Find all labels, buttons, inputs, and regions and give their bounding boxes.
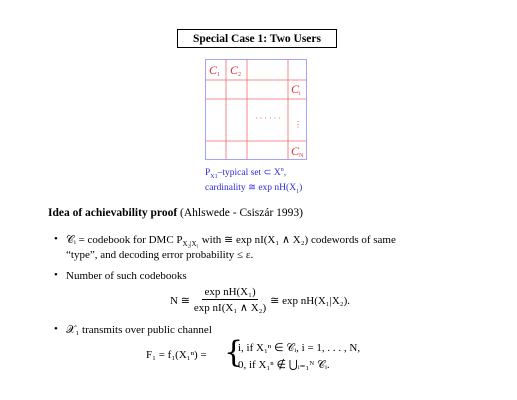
bullet-1-line-2: “type”, and decoding error probability ≤ ε.: [66, 249, 254, 261]
cases-brace: {: [224, 335, 244, 370]
codebook-subscript-N: N: [299, 153, 304, 159]
codebook-label-N: C: [291, 144, 300, 158]
codebook-subscript-i: i: [299, 91, 301, 97]
slide-title: [177, 29, 337, 48]
codebook-grid-diagram: [205, 59, 307, 160]
codebook-label-2: C: [230, 63, 239, 77]
slide-title-text: Special Case 1: Two Users: [193, 32, 321, 45]
case-2: 0, if X₁ⁿ ∉ ⋃ᵢ₌₁ᴺ 𝒞ᵢ.: [238, 359, 330, 371]
equation-rhs: ≅ exp nH(X₁|X₂).: [270, 294, 351, 307]
codebook-label-i: C: [291, 82, 300, 96]
bullet-2-text: Number of such codebooks: [66, 270, 187, 282]
bullet-marker: •: [54, 323, 58, 335]
typical-set-caption: [205, 165, 302, 198]
fraction-denominator: exp nI(X₁ ∧ X₂): [193, 302, 267, 314]
codebook-subscript-2: 2: [238, 72, 241, 78]
equation-lhs: N ≅: [170, 294, 190, 307]
case-1: i, if X₁ⁿ ∈ 𝒞ᵢ, i = 1, . . . , N,: [238, 342, 361, 354]
codebook-label-1: C: [209, 63, 218, 77]
bullet-marker: •: [54, 233, 58, 245]
bullet-marker: •: [54, 269, 58, 281]
fraction: [194, 286, 266, 314]
section-heading: [48, 207, 303, 219]
typical-set-line-2: cardinality ≅ $\exp nH(X_1)$: [205, 183, 303, 195]
bullet-3-text: 𝒳₁ transmits over public channel: [66, 324, 212, 336]
codebook-subscript-1: 1: [217, 72, 220, 78]
bullet-1-line-1: 𝒞ᵢ = codebook for DMC $P_{X_2|X_1}$ with ≅ exp nI(X₁ ∧ X₂) codewords of same: [66, 234, 396, 249]
vertical-dots: ⋮: [294, 120, 302, 129]
codebook-count-equation: [170, 286, 350, 314]
horizontal-dots: · · · · · ·: [255, 114, 281, 123]
section-heading-bold: Idea of achievability proof: [48, 207, 178, 219]
typical-set-line-1: $P_{X1}$–typical set ⊂ $X^n$,: [205, 167, 287, 181]
fraction-numerator: exp nH(X₁): [204, 286, 256, 298]
f1-equation-lhs: F₁ = f₁(X₁ⁿ) =: [146, 349, 207, 361]
section-heading-citation: (Ahlswede - Csiszár 1993): [180, 207, 304, 219]
